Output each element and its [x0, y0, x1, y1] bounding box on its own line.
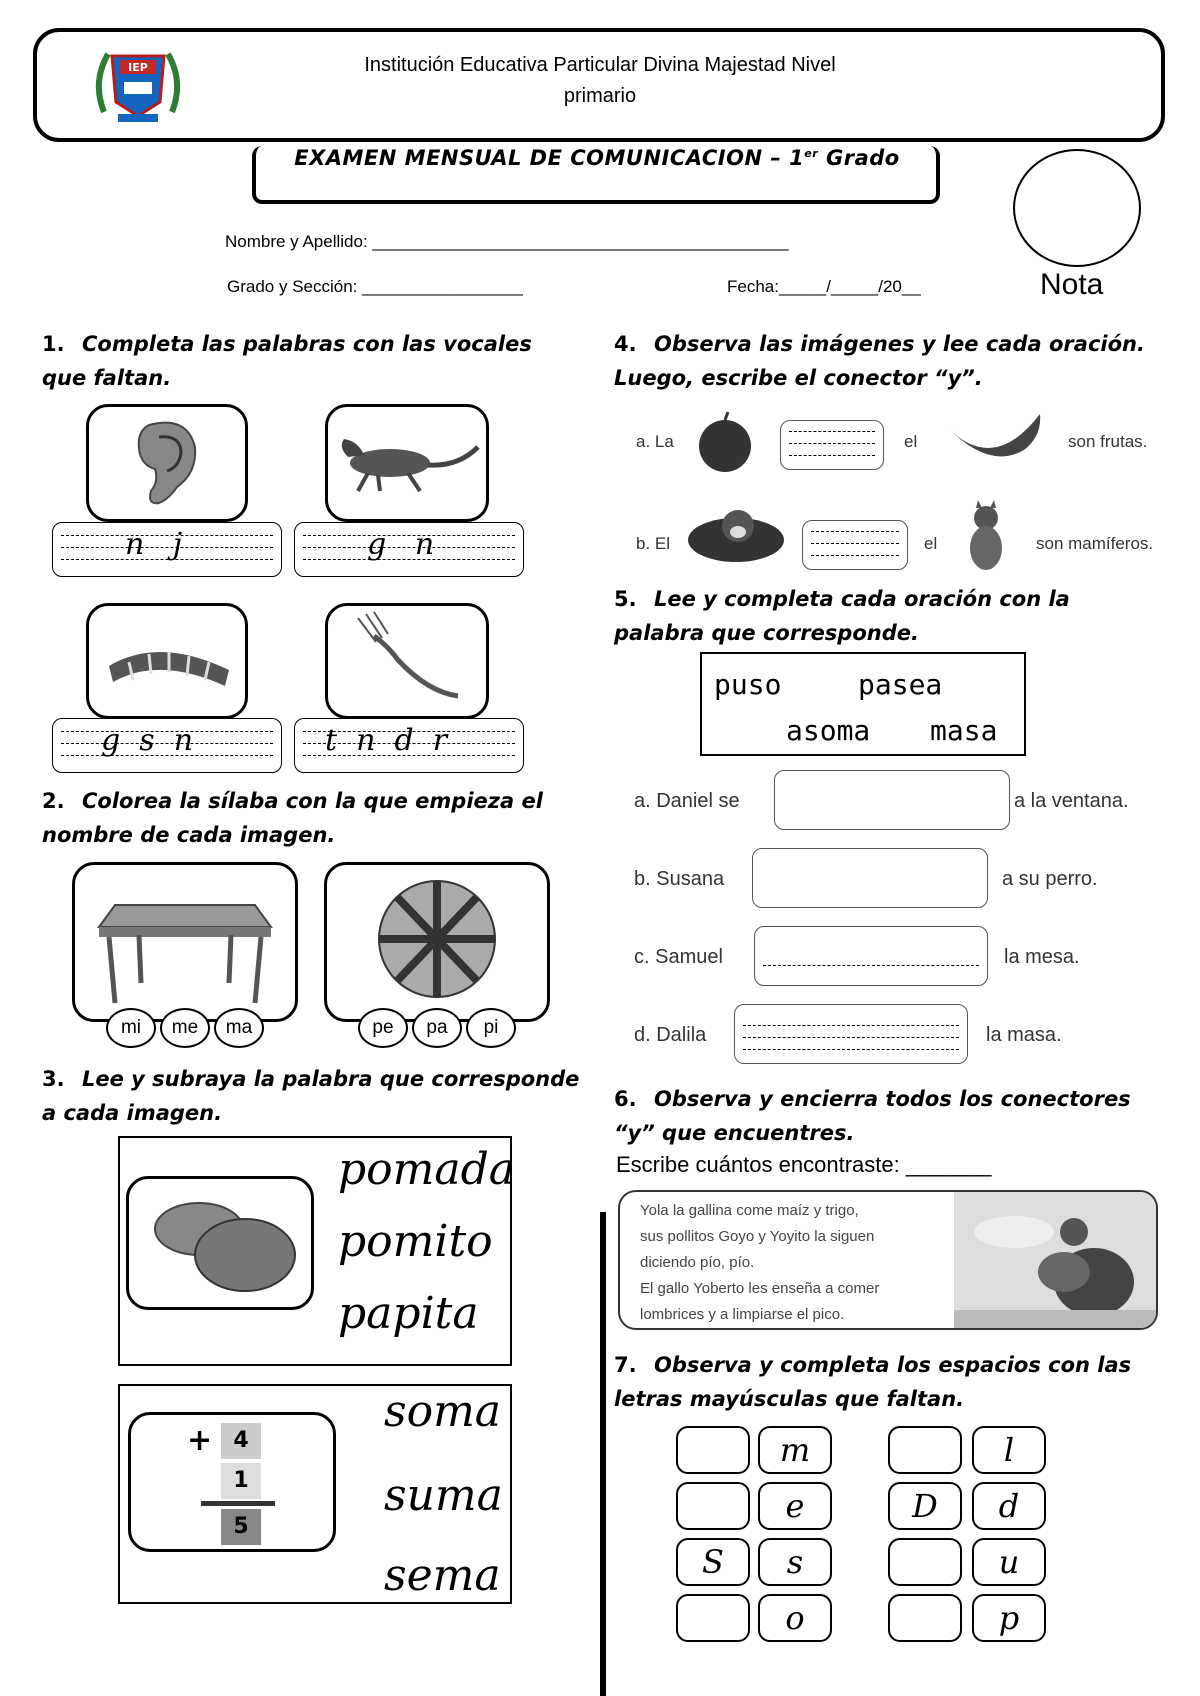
story-line-1[interactable]: Yola la gallina come maíz y trigo,	[640, 1202, 859, 1219]
addend-2: 1	[221, 1463, 261, 1499]
pomada-card	[118, 1136, 516, 1366]
fork-picture	[325, 603, 489, 719]
exam-title-text: EXAMEN MENSUAL DE COMUNICACION – 1	[294, 146, 805, 170]
question-1-title	[42, 327, 582, 395]
syllable-pi[interactable]: pi	[466, 1008, 516, 1048]
upper-box-2[interactable]	[888, 1426, 962, 1474]
question-4-text: Observa las imágenes y lee cada oración. Luego, escribe el conector “y”.	[614, 332, 1145, 390]
chickens-picture	[954, 1192, 1158, 1330]
sum-bar	[201, 1501, 275, 1506]
sum-picture	[128, 1412, 336, 1552]
question-6-title	[614, 1082, 1154, 1150]
word-bank-puso: puso	[714, 668, 782, 701]
count-field[interactable]: Escribe cuántos encontraste: _______	[616, 1152, 992, 1177]
iguana-picture	[325, 404, 489, 522]
word-option-pomada[interactable]: pomada	[338, 1144, 516, 1195]
word-option-sema[interactable]: sema	[384, 1550, 501, 1601]
q5-c-start: c. Samuel	[634, 946, 723, 968]
pomada-picture	[126, 1176, 314, 1310]
apple-picture	[692, 410, 758, 474]
q5-c-end: la mesa.	[1004, 946, 1080, 968]
story-line-3[interactable]: diciendo pío, pío.	[640, 1254, 755, 1271]
institution-line-2: primario	[563, 85, 637, 107]
q4-b-end: son mamíferos.	[1036, 534, 1154, 553]
q5-d-end: la masa.	[986, 1024, 1062, 1046]
word-hint-4: t n d r	[325, 723, 448, 758]
syllable-me[interactable]: me	[160, 1008, 210, 1048]
caterpillar-picture	[86, 603, 248, 719]
question-3-number: 3.	[42, 1067, 65, 1091]
lower-box-3: e	[758, 1482, 832, 1530]
question-1-text: Completa las palabras con las vocales que faltan.	[42, 332, 532, 390]
word-option-papita[interactable]: papita	[338, 1288, 479, 1339]
date-field[interactable]: Fecha:_____/_____/20__	[727, 277, 921, 296]
question-7-text: Observa y completa los espacios con las letras mayúsculas que faltan.	[614, 1353, 1132, 1411]
question-7-title	[614, 1348, 1154, 1416]
answer-box-b[interactable]	[752, 848, 988, 908]
word-hint-2: g n	[367, 527, 435, 562]
question-2-title	[42, 784, 582, 852]
story-line-4[interactable]: El gallo Yoberto les enseña a comer	[640, 1280, 880, 1297]
upper-box-8[interactable]	[888, 1594, 962, 1642]
exam-title	[262, 146, 932, 170]
question-4-number: 4.	[614, 332, 637, 356]
upper-box-1[interactable]	[676, 1426, 750, 1474]
sum-result: 5	[221, 1509, 261, 1545]
answer-box-c[interactable]	[754, 926, 988, 986]
upper-box-6[interactable]	[888, 1538, 962, 1586]
letters-grid	[676, 1426, 1056, 1646]
question-3-text: Lee y subraya la palabra que corresponde a cada imagen.	[42, 1067, 580, 1125]
q4-b-start: b. El	[636, 534, 671, 553]
q4-a-end: son frutas.	[1068, 432, 1148, 451]
word-option-soma[interactable]: soma	[384, 1386, 502, 1437]
question-7-number: 7.	[614, 1353, 637, 1377]
word-option-suma[interactable]: suma	[384, 1470, 503, 1521]
lower-box-5: s	[758, 1538, 832, 1586]
grade-circle[interactable]	[1013, 149, 1141, 267]
grade-label: Nota	[1040, 268, 1104, 301]
ball-picture	[324, 862, 550, 1022]
q5-d-start: d. Dalila	[634, 1024, 707, 1046]
question-5-text: Lee y completa cada oración con la palabra que corresponde.	[614, 587, 1070, 645]
word-bank	[700, 652, 1026, 756]
institution-line-1: Institución Educativa Particular Divina Majestad Nivel	[364, 54, 836, 76]
question-6-text: Observa y encierra todos los conectores “y” que encuentres.	[614, 1087, 1131, 1145]
dog-picture	[680, 500, 790, 570]
grade-section-field[interactable]: Grado y Sección: _________________	[227, 277, 523, 296]
lower-box-2: l	[972, 1426, 1046, 1474]
upper-box-3[interactable]	[676, 1482, 750, 1530]
connector-box-b[interactable]	[802, 520, 908, 570]
syllable-ma[interactable]: ma	[214, 1008, 264, 1048]
q5-a-start: a. Daniel se	[634, 790, 740, 812]
table-picture	[72, 862, 298, 1022]
q5-b-start: b. Susana	[634, 868, 725, 890]
question-3-title	[42, 1062, 582, 1130]
upper-box-7[interactable]	[676, 1594, 750, 1642]
q4-b-mid: el	[924, 534, 938, 553]
syllable-mi[interactable]: mi	[106, 1008, 156, 1048]
column-divider	[600, 1212, 606, 1696]
answer-box-a[interactable]	[774, 770, 1010, 830]
question-6-number: 6.	[614, 1087, 637, 1111]
lower-box-8: p	[972, 1594, 1046, 1642]
connector-box-a[interactable]	[780, 420, 884, 470]
cat-picture	[962, 500, 1012, 572]
institution-name	[250, 50, 950, 112]
question-5-number: 5.	[614, 587, 637, 611]
word-bank-asoma: asoma	[786, 714, 871, 747]
plus-sign: +	[187, 1423, 213, 1458]
lower-box-4: d	[972, 1482, 1046, 1530]
word-line-2[interactable]	[294, 522, 524, 577]
answer-box-d[interactable]	[734, 1004, 968, 1064]
syllable-pe[interactable]: pe	[358, 1008, 408, 1048]
word-line-3[interactable]	[52, 718, 282, 773]
story-text	[640, 1198, 879, 1328]
story-box	[618, 1190, 1158, 1330]
banana-picture	[944, 404, 1044, 466]
q4-a-mid: el	[904, 432, 918, 451]
lower-box-1: m	[758, 1426, 832, 1474]
suma-card	[118, 1384, 512, 1604]
word-hint-3: g s n	[101, 723, 194, 758]
story-line-5[interactable]: lombrices y a limpiarse el pico.	[640, 1306, 845, 1323]
name-field[interactable]: Nombre y Apellido: ____________________________________________	[225, 232, 789, 251]
question-4-title	[614, 327, 1154, 395]
word-line-4[interactable]	[294, 718, 524, 773]
q5-a-end: a la ventana.	[1014, 790, 1129, 812]
story-line-2[interactable]: sus pollitos Goyo y Yoyito la siguen	[640, 1228, 875, 1245]
upper-box-5[interactable]: S	[676, 1538, 750, 1586]
question-2-text: Colorea la sílaba con la que empieza el nombre de cada imagen.	[42, 789, 543, 847]
question-1-number: 1.	[42, 332, 65, 356]
addend-1: 4	[221, 1423, 261, 1459]
word-hint-1: n j	[125, 527, 183, 562]
word-bank-masa: masa	[930, 714, 998, 747]
exam-title-end: Grado	[818, 146, 900, 170]
ear-picture	[86, 404, 248, 522]
exam-title-sup: er	[804, 147, 819, 160]
lower-box-7: o	[758, 1594, 832, 1642]
upper-box-4[interactable]: D	[888, 1482, 962, 1530]
lower-box-6: u	[972, 1538, 1046, 1586]
school-logo	[90, 42, 186, 130]
svg-text:IEP: IEP	[128, 61, 148, 74]
syllable-pa[interactable]: pa	[412, 1008, 462, 1048]
q4-a-start: a. La	[636, 432, 674, 451]
word-bank-pasea: pasea	[858, 668, 943, 701]
word-line-1[interactable]	[52, 522, 282, 577]
word-option-pomito[interactable]: pomito	[338, 1216, 493, 1267]
question-5-title	[614, 582, 1154, 650]
q5-b-end: a su perro.	[1002, 868, 1098, 890]
question-2-number: 2.	[42, 789, 65, 813]
